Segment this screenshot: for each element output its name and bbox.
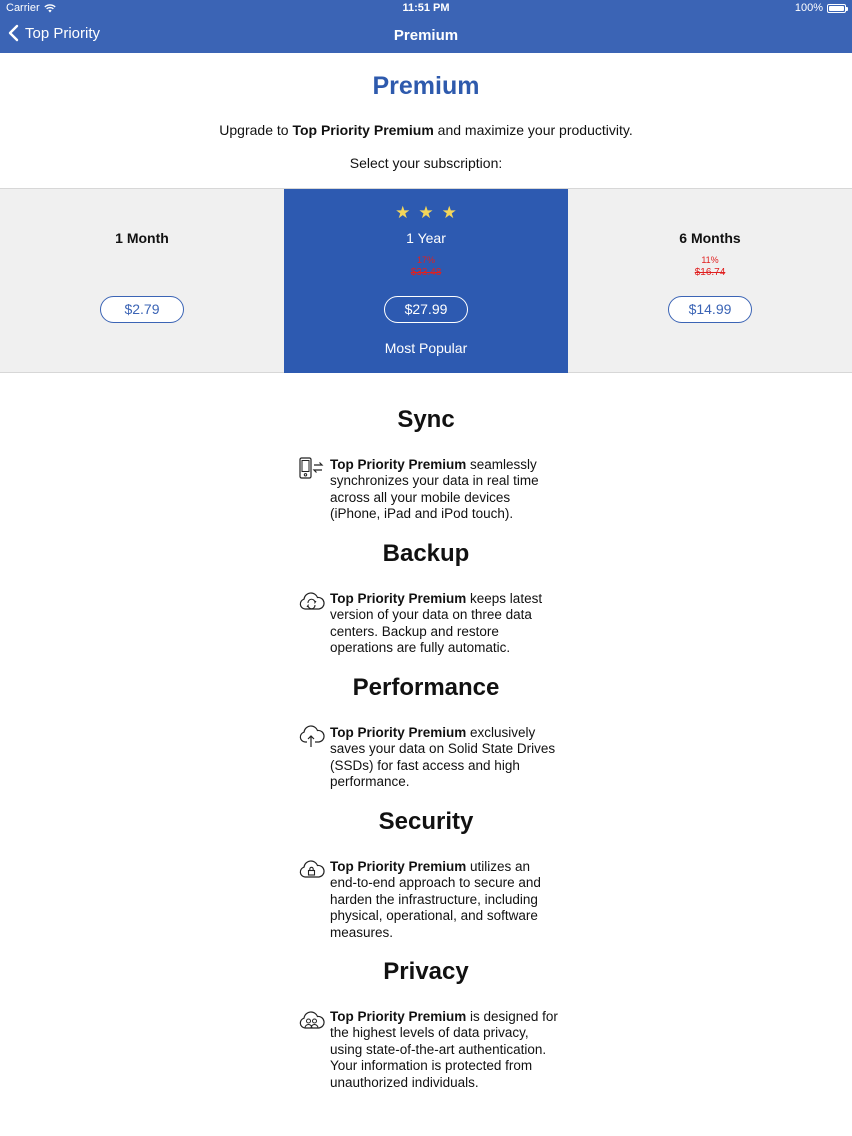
feature-text: exclusively saves your data on Solid State Drives (SSDs) for fast access and high performance. bbox=[330, 725, 556, 790]
old-price: $16.74 bbox=[694, 267, 726, 278]
price-button-1-year[interactable]: $27.99 bbox=[384, 296, 468, 323]
subtitle-brand: Top Priority Premium bbox=[292, 122, 434, 138]
battery-percent: 100% bbox=[794, 2, 823, 14]
feature-description bbox=[330, 591, 560, 657]
battery-info bbox=[795, 2, 846, 14]
nav-title: Premium bbox=[393, 27, 459, 44]
cloud-people-icon bbox=[298, 1009, 326, 1033]
subscription-plans bbox=[0, 188, 852, 373]
feature-brand: Top Priority Premium bbox=[330, 457, 467, 472]
feature-title-performance: Performance bbox=[352, 674, 500, 701]
discount-percent: 11% bbox=[701, 255, 719, 265]
feature-text: utilizes an end-to-end approach to secure and harden the infrastructure, including physical, operational, and software measures. bbox=[330, 859, 541, 940]
feature-description bbox=[330, 1009, 560, 1091]
navigation-bar bbox=[0, 18, 852, 53]
price-button-1-month[interactable]: $2.79 bbox=[100, 296, 184, 323]
feature-description bbox=[330, 457, 560, 523]
cloud-refresh-icon bbox=[298, 591, 326, 615]
plan-name: 1 Year bbox=[406, 230, 446, 246]
plan-name: 1 Month bbox=[115, 230, 169, 246]
feature-brand: Top Priority Premium bbox=[330, 859, 467, 874]
status-time: 11:51 PM bbox=[402, 2, 450, 14]
feature-brand: Top Priority Premium bbox=[330, 725, 467, 740]
subtitle-prefix: Upgrade to bbox=[219, 122, 293, 138]
status-bar bbox=[0, 0, 852, 18]
feature-text: is designed for the highest levels of data privacy, using state-of-the-art authentication. Your information is protected from unauthorized individuals. bbox=[330, 1009, 558, 1090]
old-price: $33.48 bbox=[410, 267, 442, 278]
feature-text: keeps latest version of your data on three data centers. Backup and restore operations are fully automatic. bbox=[330, 591, 543, 656]
carrier-label: Carrier bbox=[6, 2, 40, 14]
battery-icon bbox=[827, 4, 846, 13]
feature-brand: Top Priority Premium bbox=[330, 1009, 467, 1024]
feature-description bbox=[330, 725, 560, 791]
plan-6-months[interactable] bbox=[568, 189, 852, 373]
back-label: Top Priority bbox=[25, 24, 101, 42]
discount-percent: 17% bbox=[416, 255, 435, 265]
most-popular-badge: Most Popular bbox=[384, 340, 468, 356]
devices-sync-icon bbox=[298, 457, 326, 481]
plan-1-month[interactable] bbox=[0, 189, 284, 373]
cloud-lock-icon bbox=[298, 859, 326, 883]
select-subscription-label: Select your subscription: bbox=[349, 155, 503, 171]
subtitle bbox=[0, 122, 852, 138]
top-bar bbox=[0, 0, 852, 53]
feature-title-security: Security bbox=[378, 808, 474, 835]
feature-description bbox=[330, 859, 560, 941]
price-button-6-months[interactable]: $14.99 bbox=[668, 296, 752, 323]
cloud-upload-icon bbox=[298, 725, 326, 749]
plan-name: 6 Months bbox=[679, 230, 741, 246]
feature-brand: Top Priority Premium bbox=[330, 591, 467, 606]
page-title: Premium bbox=[372, 72, 480, 100]
subtitle-suffix: and maximize your productivity. bbox=[433, 122, 633, 138]
feature-text: seamlessly synchronizes your data in real time across all your mobile devices (iPhone, iPad and iPod touch). bbox=[330, 457, 539, 522]
plan-1-year[interactable] bbox=[284, 189, 568, 373]
feature-title-backup: Backup bbox=[382, 540, 470, 567]
stars-icon: ★★★ bbox=[395, 203, 465, 222]
feature-title-privacy: Privacy bbox=[383, 958, 469, 985]
feature-title-sync: Sync bbox=[397, 406, 455, 433]
